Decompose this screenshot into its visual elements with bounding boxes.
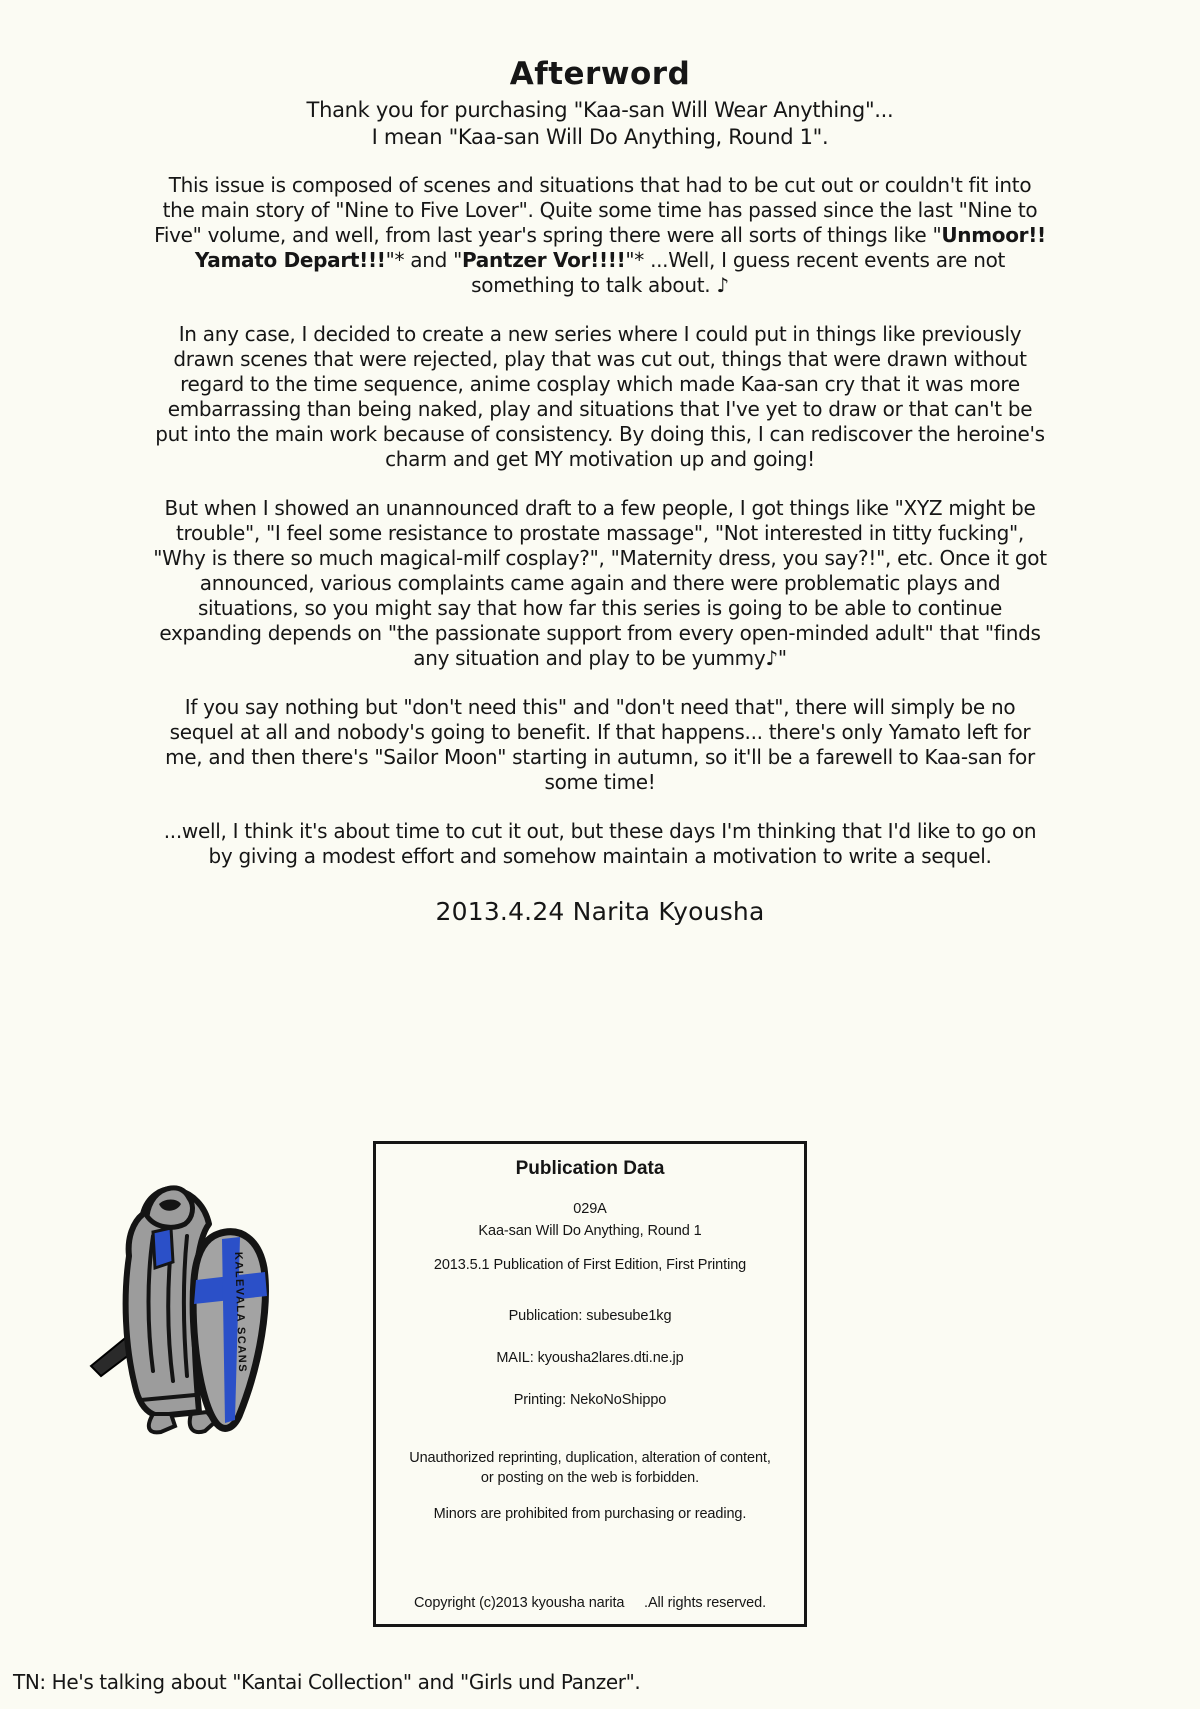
- work-title: Kaa-san Will Do Anything, Round 1: [478, 1223, 702, 1239]
- text-segment: This issue is composed of scenes and situations that had to be cut out or couldn't fit into the main story of "Nine to Five Lover". Quite some time has passed since the last "Nine to Five" volume, and well, from last year's spring there were all sorts of things like ": [154, 173, 1038, 247]
- translator-note: TN: He's talking about "Kantai Collection" and "Girls und Panzer".: [13, 1670, 641, 1694]
- shield-text: KALEVALA SCANS: [232, 1251, 249, 1374]
- afterword-section: [150, 56, 1050, 926]
- publication-data-box: [373, 1141, 807, 1627]
- page-title: Afterword: [509, 56, 691, 92]
- subtitle-line-2: I mean "Kaa-san Will Do Anything, Round 1".: [371, 125, 829, 149]
- paragraph-1: [150, 173, 1050, 298]
- printing-line: Printing: NekoNoShippo: [513, 1392, 667, 1408]
- bold-title-pantzer: Pantzer Vor!!!!: [461, 248, 626, 272]
- afterword-body: [150, 173, 1050, 869]
- paragraph-4: If you say nothing but "don't need this" and "don't need that", there will simply be no sequel at all and nobody's going to benefit. If that happens... there's only Yamato left for me, and then there's "Sailor Moon" starting in autumn, so it'll be a farewell to Kaa-san for some time!: [165, 695, 1035, 794]
- copyright-line: Copyright (c)2013 kyousha narita .All rights reserved.: [413, 1595, 767, 1611]
- minors-line: Minors are prohibited from purchasing or reading.: [433, 1506, 747, 1522]
- text-segment: "* ...Well, I guess recent events are not something to talk about. ♪: [471, 248, 1006, 297]
- edition-line: 2013.5.1 Publication of First Edition, First Printing: [433, 1257, 747, 1273]
- bold-title-unmoor: Unmoor!! Yamato Depart!!!: [194, 223, 1046, 272]
- warning-text: [376, 1448, 804, 1488]
- warning-line-2: or posting on the web is forbidden.: [480, 1470, 700, 1486]
- publication-code: 029A: [573, 1201, 607, 1217]
- subtitle: [150, 97, 1050, 151]
- subtitle-line-1: Thank you for purchasing "Kaa-san Will Wear Anything"...: [306, 98, 894, 122]
- kalevala-scans-knight-logo: [83, 1176, 273, 1438]
- paragraph-5: ...well, I think it's about time to cut it out, but these days I'm thinking that I'd like to go on by giving a modest effort and somehow maintain a motivation to write a sequel.: [163, 819, 1037, 868]
- paragraph-3: But when I showed an unannounced draft to a few people, I got things like "XYZ might be trouble", "I feel some resistance to prostate massage", "Not interested in titty fucking", "Why is there so much magical-milf cosplay?", "Maternity dress, you say?!", etc. Once it got announced, various complaints came again and there were problematic plays and situations, so you might say that how far this series is going to be able to continue expanding depends on "the passionate support from every open-minded adult" that "finds any situation and play to be yummy♪": [153, 496, 1047, 670]
- shield-icon: [193, 1232, 267, 1429]
- text-segment: "* and ": [385, 248, 462, 272]
- mail-line: MAIL: kyousha2lares.dti.ne.jp: [496, 1350, 684, 1366]
- warning-line-1: Unauthorized reprinting, duplication, alteration of content,: [409, 1450, 771, 1466]
- author-signature: 2013.4.24 Narita Kyousha: [435, 897, 765, 926]
- publication-line: Publication: subesube1kg: [508, 1308, 672, 1324]
- publication-box-title: Publication Data: [515, 1158, 665, 1179]
- paragraph-2: In any case, I decided to create a new series where I could put in things like previously drawn scenes that were rejected, play that was cut out, things that were drawn without regard to the time sequence, anime cosplay which made Kaa-san cry that it was more embarrassing than being naked, play and situations that I've yet to draw or that can't be put into the main work because of consistency. By doing this, I can rediscover the heroine's charm and get MY motivation up and going!: [155, 322, 1045, 471]
